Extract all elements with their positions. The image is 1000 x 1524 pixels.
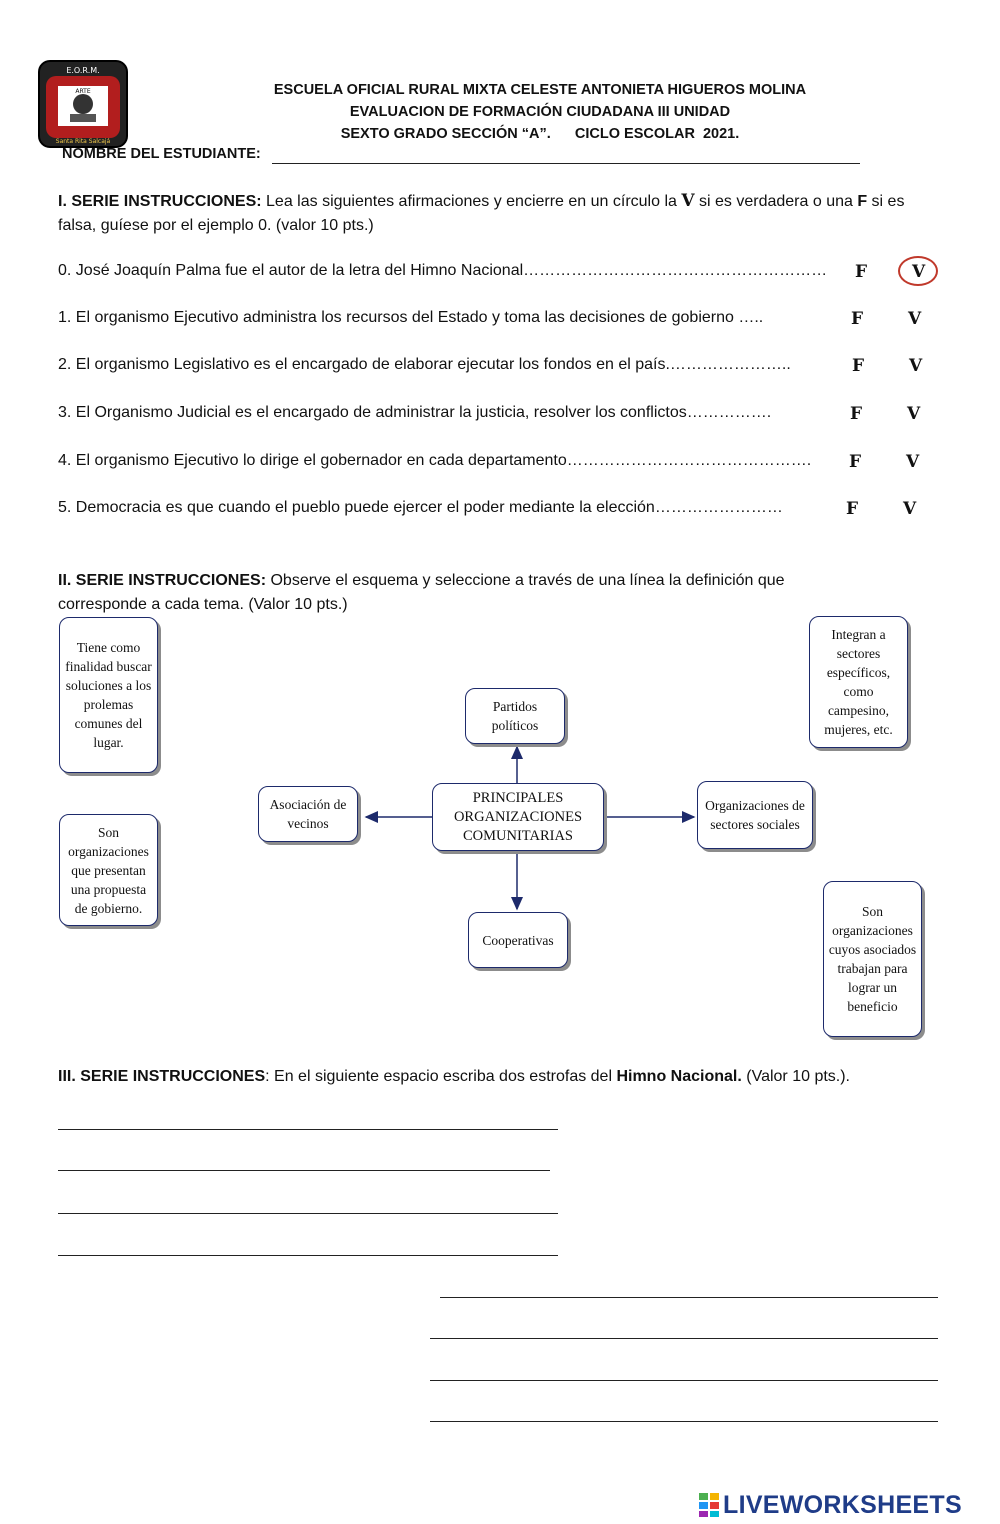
writing-line[interactable] xyxy=(430,1380,938,1381)
statement-1: 1. El organismo Ejecutivo administra los recursos del Estado y toma las decisiones de gobierno ….. xyxy=(58,309,764,326)
statement-0: 0. José Joaquín Palma fue el autor de la letra del Himno Nacional………………………………………………… xyxy=(58,262,828,279)
definition-box-3[interactable]: Integran a sectores específicos, como campesino, mujeres, etc. xyxy=(809,616,908,748)
asociacion-box[interactable]: Asociación de vecinos xyxy=(258,786,358,842)
logo-top-text: E.O.R.M. xyxy=(66,66,100,75)
statement-5: 5. Democracia es que cuando el pueblo puede ejercer el poder mediante la elección…………………… xyxy=(58,499,783,516)
true-option-2[interactable]: V xyxy=(909,356,923,376)
section1-instructions: I. SERIE INSTRUCCIONES: Lea las siguientes afirmaciones y encierre en un círculo la V si es verdadera o una F si es falsa, guíese por el ejemplo 0. (valor 10 pts.) xyxy=(58,191,905,234)
false-option-4[interactable]: F xyxy=(849,452,862,472)
section3-title: III. SERIE INSTRUCCIONES xyxy=(58,1068,266,1085)
true-option-1[interactable]: V xyxy=(908,309,922,329)
writing-line[interactable] xyxy=(58,1129,558,1130)
student-name-label: NOMBRE DEL ESTUDIANTE: xyxy=(62,146,261,162)
section2-title: II. SERIE INSTRUCCIONES: xyxy=(58,572,267,589)
statement-2: 2. El organismo Legislativo es el encargado de elaborar ejecutar los fondos en el país.………………….. xyxy=(58,356,791,373)
statement-4: 4. El organismo Ejecutivo lo dirige el gobernador en cada departamento………………………………………. xyxy=(58,452,812,469)
false-option-2[interactable]: F xyxy=(852,356,865,376)
sectores-box[interactable]: Organizaciones de sectores sociales xyxy=(697,781,813,849)
false-option-1[interactable]: F xyxy=(851,309,864,329)
false-option-3[interactable]: F xyxy=(850,404,863,424)
section3-instructions: III. SERIE INSTRUCCIONES: En el siguiente espacio escriba dos estrofas del Himno Nacional. (Valor 10 pts.). xyxy=(58,1068,850,1085)
false-option-5[interactable]: F xyxy=(846,499,859,519)
partidos-box[interactable]: Partidos políticos xyxy=(465,688,565,744)
writing-line[interactable] xyxy=(440,1297,938,1298)
true-option-3[interactable]: V xyxy=(907,404,921,424)
definition-box-2[interactable]: Son organizaciones que presentan una propuesta de gobierno. xyxy=(59,814,158,926)
writing-line[interactable] xyxy=(58,1255,558,1256)
liveworksheets-logo-icon xyxy=(698,1492,720,1518)
grade-line: SEXTO GRADO SECCIÓN “A”. CICLO ESCOLAR 2021. xyxy=(340,126,740,142)
liveworksheets-watermark xyxy=(698,1490,994,1520)
true-option-5[interactable]: V xyxy=(903,499,917,519)
center-box: PRINCIPALES ORGANIZACIONES COMUNITARIAS xyxy=(432,783,604,851)
definition-box-1[interactable]: Tiene como finalidad buscar soluciones a los prolemas comunes del lugar. xyxy=(59,617,158,773)
school-name: ESCUELA OFICIAL RURAL MIXTA CELESTE ANTONIETA HIGUEROS MOLINA xyxy=(273,82,807,98)
section1-title: I. SERIE INSTRUCCIONES: xyxy=(58,193,262,210)
statement-3: 3. El Organismo Judicial es el encargado de administrar la justicia, resolver los conflictos……………. xyxy=(58,404,772,421)
writing-line[interactable] xyxy=(430,1338,938,1339)
watermark-text: LIVEWORKSHEETS xyxy=(723,1490,962,1519)
cooperativas-box[interactable]: Cooperativas xyxy=(468,912,568,968)
writing-line[interactable] xyxy=(58,1170,550,1171)
writing-line[interactable] xyxy=(58,1213,558,1214)
true-option-0[interactable]: V xyxy=(912,262,926,282)
definition-box-4[interactable]: Son organizaciones cuyos asociados trabajan para lograr un beneficio xyxy=(823,881,922,1037)
logo-bottom-text: Santa Rita Salcajá xyxy=(55,138,111,145)
logo-inner-text: ARTE xyxy=(75,88,91,95)
true-option-4[interactable]: V xyxy=(906,452,920,472)
evaluation-title: EVALUACION DE FORMACIÓN CIUDADANA III UNIDAD xyxy=(349,104,731,120)
false-option-0[interactable]: F xyxy=(855,262,868,282)
writing-line[interactable] xyxy=(430,1421,938,1422)
section2-instructions: II. SERIE INSTRUCCIONES: Observe el esquema y seleccione a través de una línea la definición que corresponde a cada tema. (Valor 10 pts.) xyxy=(58,572,785,613)
